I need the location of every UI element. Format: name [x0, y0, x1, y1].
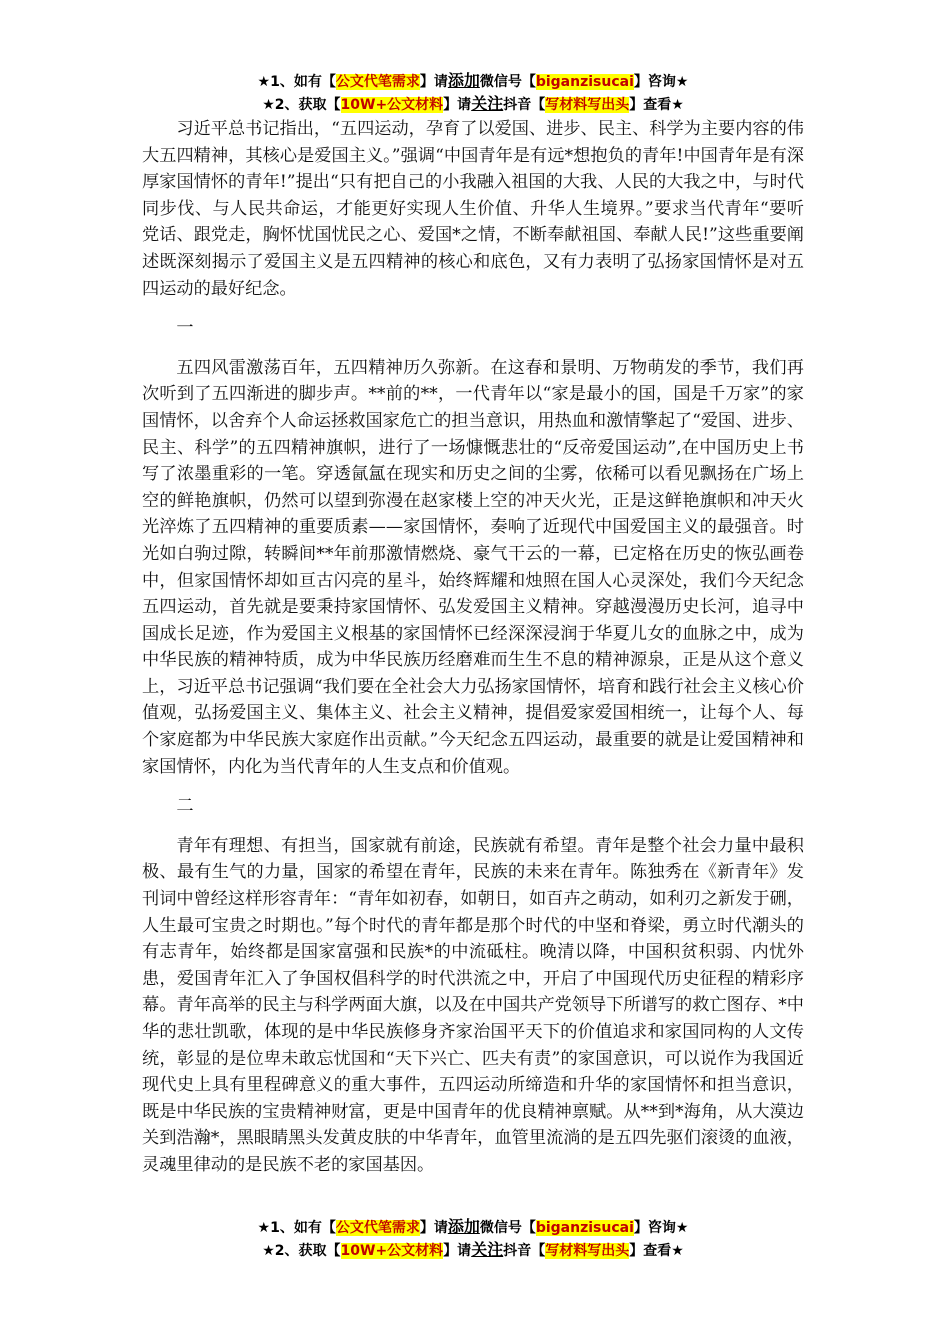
- promo-douyin-id: 写材料写出头: [545, 1243, 630, 1259]
- section-heading-1: 一: [176, 318, 194, 339]
- promo-emphasis: 关注: [471, 94, 504, 113]
- promo-text: 抖音【: [503, 1243, 546, 1259]
- promo-highlight: 10W+公文材料: [340, 97, 444, 113]
- document-page: [142, 70, 804, 1179]
- promo-highlight: 公文代笔需求: [335, 1220, 420, 1236]
- promo-highlight: 公文代笔需求: [335, 74, 420, 90]
- promo-text: 】咨询★: [633, 1220, 689, 1236]
- footer-promo: [142, 1216, 804, 1262]
- promo-text: 】咨询★: [633, 74, 689, 90]
- promo-text: ★2、获取【: [262, 1243, 341, 1259]
- promo-wechat-id: biganzisucai: [535, 1220, 634, 1236]
- promo-text: 微信号【: [479, 1220, 536, 1236]
- promo-text: 】请: [419, 1220, 448, 1236]
- promo-douyin-id: 写材料写出头: [545, 97, 630, 113]
- promo-text: 】查看★: [629, 97, 684, 113]
- promo-text: 微信号【: [479, 74, 536, 90]
- promo-text: ★1、如有【: [257, 1220, 336, 1236]
- promo-line-1: [142, 70, 804, 93]
- promo-wechat-id: biganzisucai: [535, 74, 634, 90]
- promo-text: 】请: [443, 1243, 472, 1259]
- intro-paragraph: 习近平总书记指出，“五四运动，孕育了以爱国、进步、民主、科学为主要内容的伟大五四精神，其核心是爱国主义。”强调“中国青年是有远*想抱负的青年!中国青年是有深厚家国情怀的青年!”提出“只有把自己的小我融入祖国的大我、人民的大我之中，与时代同步伐、与人民共命运，才能更好实现人生价值、升华人生境界。”要求当代青年“要听党话、跟党走，胸怀忧国忧民之心、爱国*之情，不断奉献祖国、奉献人民!”这些重要阐述既深刻揭示了爱国主义是五四精神的核心和底色，又有力表明了弘扬家国情怀是对五四运动的最好纪念。: [142, 119, 804, 299]
- promo-text: ★1、如有【: [257, 74, 336, 90]
- promo-emphasis: 添加: [447, 1217, 480, 1236]
- promo-emphasis: 关注: [471, 1240, 504, 1259]
- promo-emphasis: 添加: [447, 71, 480, 90]
- promo-text: 】请: [419, 74, 448, 90]
- section-2-paragraph: 青年有理想、有担当，国家就有前途，民族就有希望。青年是整个社会力量中最积极、最有生气的力量，国家的希望在青年，民族的未来在青年。陈独秀在《新青年》发刊词中曾经这样形容青年：“青年如初春，如朝日，如百卉之萌动，如利刃之新发于硎，人生最可宝贵之时期也。”每个时代的青年都是那个时代的中坚和脊梁，勇立时代潮头的有志青年，始终都是国家富强和民族*的中流砥柱。晚清以降，中国积贫积弱、内忧外患，爱国青年汇入了争国权倡科学的时代洪流之中，开启了中国现代历史征程的精彩序幕。青年高举的民主与科学两面大旗，以及在中国共产党领导下所谱写的救亡图存、*中华的悲壮凯歌，体现的是中华民族修身齐家治国平天下的价值追求和家国同构的人文传统，彰显的是位卑未敢忘忧国和“天下兴亡、匹夫有责”的家国意识，可以说作为我国近现代史上具有里程碑意义的重大事件，五四运动所缔造和升华的家国情怀和担当意识，既是中华民族的宝贵精神财富，更是中国青年的优良精神禀赋。从**到*海角，从大漠边关到浩瀚*，黑眼睛黑头发黄皮肤的中华青年，血管里流淌的是五四先驱们滚烫的血液，灵魂里律动的是民族不老的家国基因。: [142, 835, 804, 1175]
- promo-line-2: [142, 1239, 804, 1262]
- section-heading-2: 二: [176, 796, 194, 817]
- promo-highlight: 10W+公文材料: [340, 1243, 444, 1259]
- promo-text: 】请: [443, 97, 472, 113]
- section-1-paragraph: 五四风雷激荡百年，五四精神历久弥新。在这春和景明、万物萌发的季节，我们再次听到了五四渐进的脚步声。**前的**，一代青年以“家是最小的国，国是千万家”的家国情怀，以舍弃个人命运拯救国家危亡的担当意识，用热血和激情擎起了“爱国、进步、民主、科学”的五四精神旗帜，进行了一场慷慨悲壮的“反帝爱国运动”,在中国历史上书写了浓墨重彩的一笔。穿透氤氲在现实和历史之间的尘雾，依稀可以看见飘扬在广场上空的鲜艳旗帜，仍然可以望到弥漫在赵家楼上空的冲天火光，正是这鲜艳旗帜和冲天火光淬炼了五四精神的重要质素——家国情怀，奏响了近现代中国爱国主义的最强音。时光如白驹过隙，转瞬间**年前那激情燃烧、豪气干云的一幕，已定格在历史的恢弘画卷中，但家国情怀却如亘古闪亮的星斗，始终辉耀和烛照在国人心灵深处，我们今天纪念五四运动，首先就是要秉持家国情怀、弘发爱国主义精神。穿越漫漫历史长河，追寻中国成长足迹，作为爱国主义根基的家国情怀已经深深浸润于华夏儿女的血脉之中，成为中华民族的精神特质，成为中华民族历经磨难而生生不息的精神源泉，正是从这个意义上，习近平总书记强调“我们要在全社会大力弘扬家国情怀，培育和践行社会主义核心价值观，弘扬爱国主义、集体主义、社会主义精神，提倡爱家爱国相统一，让每个人、每个家庭都为中华民族大家庭作出贡献。”今天纪念五四运动，最重要的就是让爱国精神和家国情怀，内化为当代青年的人生支点和价值观。: [142, 357, 804, 777]
- promo-text: 抖音【: [503, 97, 546, 113]
- promo-line-1: [142, 1216, 804, 1239]
- promo-text: 】查看★: [629, 1243, 684, 1259]
- promo-text: ★2、获取【: [262, 97, 341, 113]
- promo-line-2: [142, 93, 804, 116]
